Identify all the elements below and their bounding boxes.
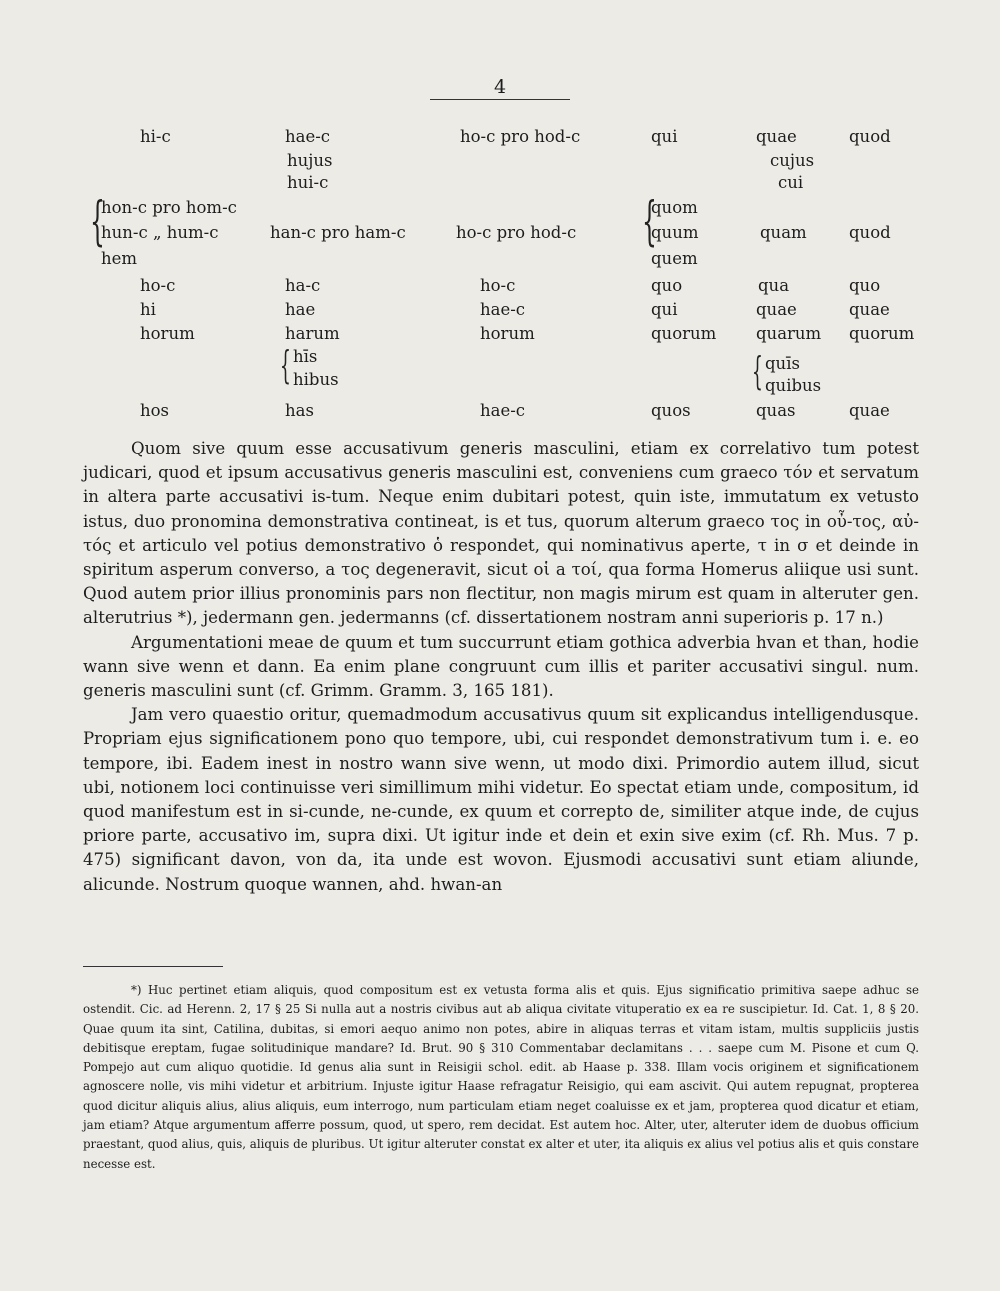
paragraph: Argumentationi meae de quum et tum succurrunt etiam gothica adverbia hvan et than, hodie wann sive wenn et dann. Ea enim plane congruunt cum illis et pariter accusativi singul. num. generis masculini sunt (cf. Grimm. Gramm. 3, 165 181). [83,632,919,701]
table-cell: ho-c pro hod-c [456,223,577,242]
table-cell: ho-c [140,276,176,295]
table-cell: ho-c pro hod-c [460,127,581,146]
paragraph: Quom sive quum esse accusativum generis masculini, etiam ex correlativo tum potest judicari, quod et ipsum accusativus generis masculini est, conveniens cum graeco τόν et servatum in altera parte accusativi is-tum. Neque enim dubitari potest, quin iste, immutatum ex vetusto istus, duo pronomina demonstrativa contineat, is et tus, quorum alterum graeco τος in οὖ-τος, αὐ-τός et articulo vel potius demonstrativo ὁ respondet, qui nominativus aperte, τ in σ et deinde in spiritum asperum converso, a τος degeneravit, sicut οἱ a τοί, qua forma Homerus aliique usi sunt. Quod autem prior illius pronominis pars non flectitur, non magis mirum est quam in alteruter gen. alterutrius *), jedermann gen. jedermanns (cf. dissertationem nostram anni superioris p. 17 n.) [83,439,919,628]
table-cell: quorum [651,324,717,343]
page-number: 4 [493,76,507,98]
brace-his-hibus: { [280,343,291,387]
footnote-text: *) Huc pertinet etiam aliquis, quod compositum est ex vetusta forma alis et quis. Ejus significatio primitiva saepe adhuc se ostendit. Cic. ad Herenn. 2, 17 § 25 Si nulla aut a nostris civibus aut ab aliqua civitate vituperatio ex ea re suscipietur. Id. Cat. 1, 8 § 20. Quae quum ita sint, Catilina, dubitas, si emori aequo animo non potes, abire in aliquas terras et vitam istam, multis suppliciis justis debitisque ereptam, fugae solitudinique mandare? Id. Brut. 90 § 310 Commentabar declamitans . . . saepe cum M. Pisone et cum Q. Pompejo aut cum aliquo quotidie. Id genus alia sunt in Reisigii schol. edit. ab Haase p. 338. Illam vocis originem et significationem agnoscere nolle, vis mihi videtur et arbitrium. Injuste igitur Haase refragatur Reisigio, qui eam ascivit. Qui autem repugnat, propterea quod dicitur aliquis alius, alius aliquis, eum interrogo, num particulam etiam neget coaluisse ex et jam, propterea quod dicatur et etiam, jam etiam? Atque argumentum afferre possum, quod, ut spero, rem decidat. Est autem hoc. Alter, uter, alteruter idem de duobus officium praestant, quod alius, quis, aliquis de pluribus. Ut igitur alteruter constat ex alter et uter, ita aliquis ex alius vel potius alis et quis constare necesse est. [83,983,919,1171]
table-cell: qui [651,127,678,146]
table-cell: hujus [287,151,333,170]
table-cell: quibus [765,376,822,395]
table-cell: hun-c „ hum-c [101,223,219,242]
table-cell: hi-c [140,127,171,146]
table-cell: quae [756,127,797,146]
table-cell: quo [651,276,683,295]
footnote-rule [83,966,223,967]
table-cell: hi [140,300,156,319]
table-cell: hibus [293,370,339,389]
table-cell: quom [651,198,698,217]
table-cell: qui [651,300,678,319]
table-cell: hae-c [285,127,331,146]
table-cell: hem [101,249,138,268]
table-cell: quem [651,249,698,268]
brace-quis-quibus: { [752,349,763,393]
table-cell: horum [140,324,195,343]
table-cell: quorum [849,324,915,343]
brace-quom-quum: { [642,192,657,252]
table-cell: quae [849,300,890,319]
table-cell: hae [285,300,316,319]
footnote [83,981,919,1174]
table-cell: quas [756,401,796,420]
table-cell: quīs [765,354,800,373]
table-cell: quum [651,223,699,242]
table-cell: cujus [770,151,815,170]
paragraph: Jam vero quaestio oritur, quemadmodum accusativus quum sit explicandus intelligendusque. Propriam ejus significationem pono quo tempore, ubi, cui respondet demonstrativum tum i. e. eo tempore, ibi. Eadem inest in nostro wann sive wenn, ut modo dixi. Primordio autem illud, sicut ubi, notionem loci continuisse veri simillimum mihi videtur. Eo spectat etiam unde, compositum, id quod manifestum est in si-cunde, ne-cunde, ex quum et correpto de, similiter atque inde, de cujus priore parte, accusativo im, supra dixi. Ut igitur inde et dein et exin sive exim (cf. Rh. Mus. 7 p. 475) significant davon, von da, ita unde est wovon. Ejusmodi accusativi sunt etiam aliunde, alicunde. Nostrum quoque wannen, ahd. hwan-an [83,705,919,894]
table-cell: quarum [756,324,822,343]
table-cell: hui-c [287,173,329,192]
table-cell: harum [285,324,340,343]
brace-left-accusative: { [90,192,105,252]
table-cell: horum [480,324,535,343]
table-cell: cui [778,173,804,192]
table-cell: quos [651,401,691,420]
table-cell: han-c pro ham-c [270,223,406,242]
table-cell: hos [140,401,170,420]
table-cell: hae-c [480,300,526,319]
header-rule [430,99,570,100]
table-cell: quod [849,223,891,242]
table-cell: quo [849,276,881,295]
body-text [83,437,919,897]
table-cell: hīs [293,347,318,366]
table-cell: quae [756,300,797,319]
table-cell: qua [758,276,790,295]
table-cell: ho-c [480,276,516,295]
table-cell: quae [849,401,890,420]
table-cell: quod [849,127,891,146]
table-cell: has [285,401,314,420]
table-cell: ha-c [285,276,321,295]
table-cell: quam [760,223,807,242]
table-cell: hae-c [480,401,526,420]
table-cell: hon-c pro hom-c [101,198,237,217]
